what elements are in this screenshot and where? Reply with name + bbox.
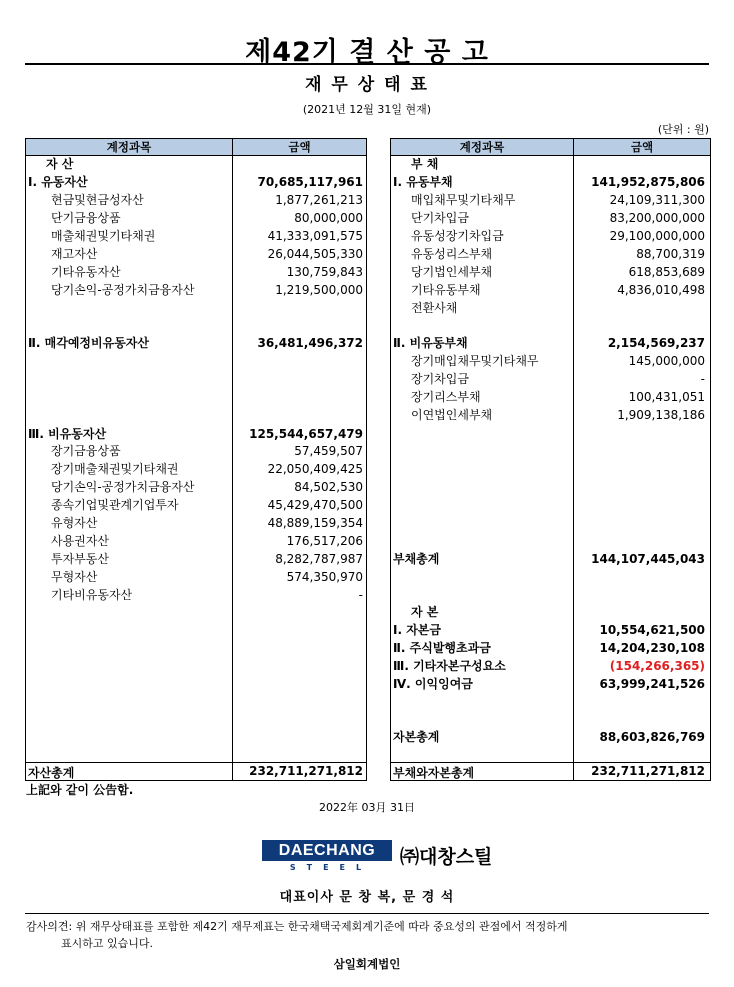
liabilities-equity-table [390,138,711,781]
row-label: 부 채 [411,157,439,171]
table-row [391,155,710,173]
table-row [391,352,710,370]
audit-opinion-line1: 감사의견: 위 재무상태표를 포함한 제42기 재무제표는 한국채택국제회계기준에 따라 중요성의 관점에서 적정하게 [26,920,568,933]
row-label: 기타비유동자산 [51,588,133,602]
table-row [26,478,366,496]
total-label: 자산총계 [28,766,75,780]
row-label: 재고자산 [51,247,98,261]
assets-table [25,138,367,781]
account-header: 계정과목 [391,139,574,155]
table-row [391,675,710,693]
table-row [26,281,366,299]
table-row [26,514,366,532]
company-name: ㈜대창스틸 [400,846,493,868]
total-label: 부채와자본총계 [393,766,475,780]
row-amount: 14,204,230,108 [599,641,705,655]
row-amount: 125,544,657,479 [249,427,363,441]
table-row [26,334,366,352]
row-label: 장기리스부채 [411,390,481,404]
row-amount: 145,000,000 [628,354,705,368]
table-row [26,586,366,604]
row-amount: 574,350,970 [286,570,363,584]
row-amount: 45,429,470,500 [267,498,363,512]
row-amount: 24,109,311,300 [609,193,705,207]
row-amount: 83,200,000,000 [609,211,705,225]
table-row [391,191,710,209]
row-amount: 8,282,787,987 [275,552,363,566]
audit-opinion-line2: 표시하고 있습니다. [61,937,154,950]
row-label: 유동성리스부채 [411,247,493,261]
title-divider [25,63,709,65]
row-label: 유형자산 [51,516,98,530]
row-label: Ⅰ. 유동부채 [393,175,453,189]
row-amount: 130,759,843 [286,265,363,279]
total-amount: 232,711,271,812 [591,764,705,778]
row-label: 장기매출채권및기타채권 [51,462,179,476]
table-row [391,281,710,299]
row-amount: 36,481,496,372 [257,336,363,350]
row-amount: 57,459,507 [294,444,363,458]
row-amount: 88,603,826,769 [599,730,705,744]
table-row [391,406,710,424]
row-label: Ⅰ. 유동자산 [28,175,88,189]
table-row [391,227,710,245]
row-amount: 1,909,138,186 [617,408,705,422]
row-amount: 41,333,091,575 [267,229,363,243]
row-label: 현금및현금성자산 [51,193,144,207]
table-row [391,299,710,317]
row-amount: 80,000,000 [294,211,363,225]
row-amount: 63,999,241,526 [599,677,705,691]
row-label: 종속기업및관계기업투자 [51,498,179,512]
table-row [26,191,366,209]
row-amount: 176,517,206 [286,534,363,548]
table-row [26,263,366,281]
table-row [26,442,366,460]
row-label: 자본총계 [393,730,440,744]
row-amount: - [700,372,705,386]
row-amount: 22,050,409,425 [267,462,363,476]
row-label: 자 본 [411,605,439,619]
table-row [26,550,366,568]
table-row [391,657,710,675]
total-row [391,762,710,781]
table-row [391,263,710,281]
table-row [26,568,366,586]
daechang-logo [262,840,392,874]
footer-divider [25,913,709,914]
statement-title: 재 무 상 태 표 [305,75,429,95]
row-label: 투자부동산 [51,552,109,566]
table-row [26,209,366,227]
statement-date: (2021년 12월 31일 현재) [302,103,432,116]
table-row [391,639,710,657]
row-label: Ⅰ. 자본금 [393,623,441,637]
row-amount: 2,154,569,237 [607,336,705,350]
row-label: 당기법인세부채 [411,265,493,279]
row-amount: 618,853,689 [628,265,705,279]
row-amount: 70,685,117,961 [257,175,363,189]
row-label: 이연법인세부채 [411,408,493,422]
total-amount: 232,711,271,812 [249,764,363,778]
unit-label: (단위 : 원) [657,123,709,136]
table-row [391,370,710,388]
notice-date: 2022年 03月 31日 [319,801,415,814]
row-label: 무형자산 [51,570,98,584]
row-amount: - [358,588,363,602]
row-label: 단기차입금 [411,211,469,225]
row-amount: 4,836,010,498 [617,283,705,297]
row-amount: 48,889,159,354 [267,516,363,530]
row-amount: 100,431,051 [628,390,705,404]
row-amount: 84,502,530 [294,480,363,494]
row-label: 자 산 [46,157,74,171]
row-label: 사용권자산 [51,534,109,548]
row-label: Ⅲ. 기타자본구성요소 [393,659,506,673]
row-label: 매입채무및기타채무 [411,193,516,207]
table-row [26,155,366,173]
row-label: Ⅲ. 비유동자산 [28,427,107,441]
table-row [391,621,710,639]
row-label: 장기금융상품 [51,444,121,458]
table-row [391,173,710,191]
table-row [26,425,366,443]
row-label: 부채총계 [393,552,440,566]
table-row [26,227,366,245]
row-amount: 88,700,319 [636,247,705,261]
row-label: 당기손익-공정가치금융자산 [51,480,195,494]
table-row [26,173,366,191]
table-row [26,460,366,478]
row-label: 장기매입채무및기타채무 [411,354,539,368]
row-label: 단기금융상품 [51,211,121,225]
row-label: Ⅱ. 비유동부채 [393,336,468,350]
table-row [391,334,710,352]
row-amount: 141,952,875,806 [591,175,705,189]
row-amount: 29,100,000,000 [609,229,705,243]
amount-header: 금액 [288,140,311,154]
row-amount: 1,219,500,000 [275,283,363,297]
row-label: 기타유동자산 [51,265,121,279]
notice-text: 上記와 같이 公告함. [26,783,134,797]
row-label: 장기차입금 [411,372,469,386]
table-row [26,496,366,514]
row-label: Ⅱ. 매각예정비유동자산 [28,336,149,350]
row-amount: 26,044,505,330 [267,247,363,261]
table-row [391,209,710,227]
logo-subtext: STEEL [262,861,392,874]
row-label: 당기손익-공정가치금융자산 [51,283,195,297]
auditor-name: 삼일회계법인 [333,957,401,971]
row-label: 전환사채 [411,301,458,315]
account-header: 계정과목 [26,139,233,155]
amount-header: 금액 [630,140,654,154]
row-amount: 10,554,621,500 [599,623,705,637]
row-amount: (154,266,365) [609,659,705,673]
row-label: Ⅱ. 주식발행초과금 [393,641,491,655]
total-row [26,762,366,781]
table-row [391,603,710,621]
row-label: Ⅳ. 이익잉여금 [393,677,473,691]
table-row [391,388,710,406]
table-row [391,550,710,568]
row-label: 매출채권및기타채권 [51,229,156,243]
liabilities-table-header [391,139,710,156]
row-label: 유동성장기차입금 [411,229,504,243]
row-label: 기타유동부채 [411,283,481,297]
page-title: 제42기 결 산 공 고 [245,37,489,68]
row-amount: 144,107,445,043 [591,552,705,566]
assets-table-header [26,139,366,156]
table-row [26,245,366,263]
ceo-names: 대표이사 문 창 복, 문 경 석 [279,890,455,905]
table-row [26,532,366,550]
logo-wordmark: DAECHANG [262,840,392,861]
row-amount: 1,877,261,213 [275,193,363,207]
table-row [391,245,710,263]
table-row [391,728,710,746]
